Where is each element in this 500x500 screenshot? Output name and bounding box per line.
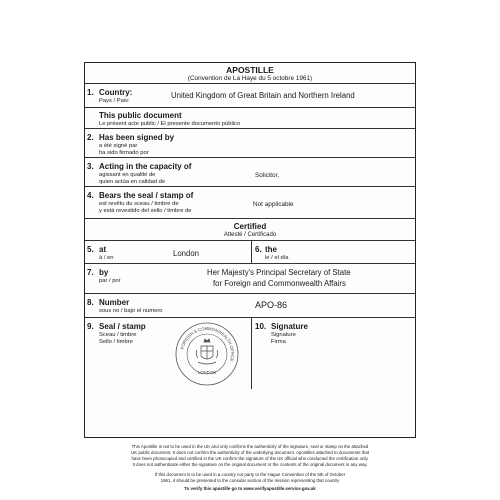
footer-line: This Apostille is not to be used in the UK and only confirms the authenticity of the signature, seal or stamp on the attached	[131, 444, 369, 449]
field-number: 7.	[87, 268, 94, 277]
field-place-date	[85, 240, 415, 263]
field-number: 9.	[87, 322, 94, 331]
verify-link-text[interactable]: To verify this apostille go to www.verifyapostille.service.gov.uk	[184, 486, 316, 491]
field-number: 8.	[87, 298, 94, 307]
field-sublabel: y está revestido del sello / timbre de	[99, 208, 192, 214]
field-number: 4.	[87, 191, 94, 200]
field-seal-of	[85, 186, 415, 218]
field-number: 3.	[87, 162, 94, 171]
footer-line: have been photocopied and certified in the UK confirm the signature of the UK official who conducted the certification only.	[131, 456, 369, 461]
header	[85, 63, 415, 82]
footer-line: UK public document. It does not confirm the authenticity of the underlying document. Apostilles attached to documents that	[131, 450, 369, 455]
certified-sublabel: Attesté / Certificado	[223, 232, 277, 238]
field-label: Signature	[271, 322, 308, 331]
certified-label: Certified	[233, 222, 267, 231]
document-title: APOSTILLE	[226, 65, 274, 75]
field-number: 5.	[87, 245, 94, 254]
field-sublabel: Sceau / timbre	[99, 332, 137, 338]
field-number: 2.	[87, 133, 94, 142]
field-sublabel: sous no / bajo el numero	[99, 308, 163, 314]
field-sublabel: quien actúa en calidad de	[99, 179, 166, 185]
footer-line: It does not authenticate either the signature on the original document or the contents of the original document in any way.	[132, 462, 368, 467]
certified-heading	[85, 218, 415, 240]
capacity-value: Solicitor,	[255, 172, 280, 179]
field-label: Country:	[99, 88, 133, 97]
field-sublabel: Pays / Pais:	[99, 98, 130, 104]
field-number: 1.	[87, 88, 94, 97]
apostille-certificate	[84, 62, 416, 438]
authority-line-1: Her Majesty's Principal Secretary of State	[207, 268, 351, 277]
field-label: This public document	[99, 111, 182, 120]
field-sublabel: Sello / timbre	[99, 339, 133, 345]
document-subtitle: (Convention de La Haye du 5 octobre 1961)	[187, 75, 313, 82]
seal-bottom-text: LONDON	[198, 370, 216, 375]
field-label: Has been signed by	[99, 133, 175, 142]
field-sublabel: par / por	[99, 278, 121, 284]
footer-verify-link[interactable]	[90, 486, 410, 492]
field-label: by	[99, 268, 109, 277]
footer-line: 1961, it should be presented to the consular section of the mission representing that country	[160, 478, 340, 483]
field-number: 10.	[255, 322, 267, 331]
field-sublabel: agissant en qualité de	[99, 172, 156, 178]
crest-icon	[196, 339, 218, 364]
field-label: Acting in the capacity of	[99, 162, 192, 171]
field-sublabel: Firma	[271, 339, 286, 345]
field-sublabel: Signature	[271, 332, 296, 338]
field-number-apostille	[85, 293, 415, 317]
field-capacity	[85, 157, 415, 186]
field-seal-signature	[85, 317, 415, 388]
field-label: Seal / stamp	[99, 322, 146, 331]
apostille-number: APO-86	[255, 300, 288, 310]
footer-consular-note	[90, 472, 410, 484]
field-label: Number	[99, 298, 130, 307]
seal-ring-text: FOREIGN & COMMONWEALTH OFFICE	[179, 325, 236, 362]
field-country	[85, 83, 415, 107]
field-number: 6.	[255, 245, 262, 254]
country-value: United Kingdom of Great Britain and Northern Ireland	[171, 91, 355, 100]
field-by	[85, 263, 415, 293]
place-value: London	[173, 249, 200, 258]
fco-seal-stamp	[175, 322, 239, 386]
field-signed-by	[85, 128, 415, 157]
divider	[251, 241, 252, 264]
field-sublabel: Le présent acte public / El presente documento público	[99, 121, 241, 127]
public-document-heading	[85, 107, 415, 128]
authority-line-2: for Foreign and Commonwealth Affairs	[213, 279, 346, 288]
footer-disclaimer	[90, 444, 410, 468]
field-sublabel: a été signé par	[99, 143, 138, 149]
divider	[251, 318, 252, 389]
seal-value: Not applicable	[253, 201, 294, 208]
field-sublabel: ha sido firmado por	[99, 150, 149, 156]
field-label: Bears the seal / stamp of	[99, 191, 194, 200]
field-label: the	[265, 245, 277, 254]
field-sublabel: le / el día	[265, 255, 289, 261]
field-sublabel: est revêtu du sceau / timbre de	[99, 201, 179, 207]
field-label: at	[99, 245, 107, 254]
footer-line: If this document is to be used in a country not party to the Hague Convention of the 5th of October	[154, 472, 346, 477]
field-sublabel: à / en	[99, 255, 114, 261]
